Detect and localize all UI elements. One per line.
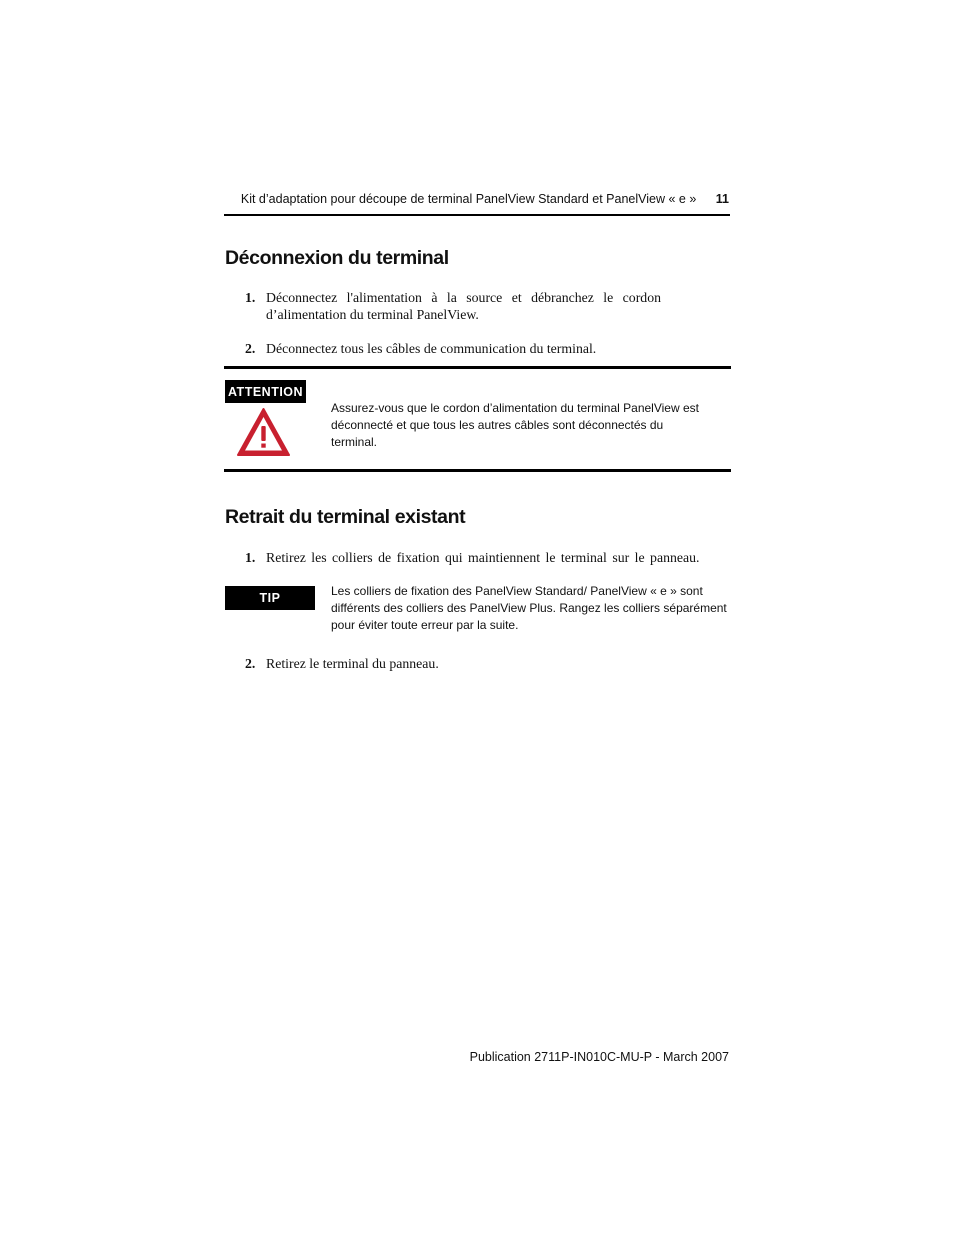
list-item [245,549,725,566]
header-divider [224,214,730,216]
step-text: Déconnectez tous les câbles de communication du terminal. [266,341,597,356]
tip-text: Les colliers de fixation des PanelView Standard/ PanelView « e » sont différents des colliers des PanelView Plus. Rangez les colliers séparément pour éviter toute erreur par la suite. [331,584,727,632]
step-number: 2. [245,341,256,356]
step-text: Déconnectez l'alimentation à la source et débranchez le cordon d’alimentation du terminal PanelView. [266,290,661,322]
tip-label: TIP [225,586,315,610]
section-heading-remove: Retrait du terminal existant [225,506,466,528]
running-header [241,192,729,206]
list-item [245,340,665,357]
list-item [245,289,665,323]
step-text: Retirez les colliers de fixation qui maintiennent le terminal sur le panneau. [266,550,700,565]
step-number: 2. [245,656,256,671]
list-item [245,655,665,672]
step-number: 1. [245,550,256,565]
page-number: 11 [715,192,729,206]
header-title: Kit d’adaptation pour découpe de terminal PanelView Standard et PanelView « e » [240,192,697,206]
step-text: Retirez le terminal du panneau. [266,656,439,671]
attention-bottom-rule [224,469,731,472]
attention-label: ATTENTION [225,380,306,403]
publication-footer: Publication 2711P-IN010C-MU-P - March 2007 [469,1050,729,1064]
section-heading-disconnect: Déconnexion du terminal [225,247,449,269]
step-number: 1. [245,290,256,305]
attention-text: Assurez-vous que le cordon d’alimentation du terminal PanelView est déconnecté et que tous les autres câbles sont déconnectés du terminal. [331,401,699,449]
warning-triangle-icon [236,407,291,457]
attention-top-rule [224,366,731,369]
